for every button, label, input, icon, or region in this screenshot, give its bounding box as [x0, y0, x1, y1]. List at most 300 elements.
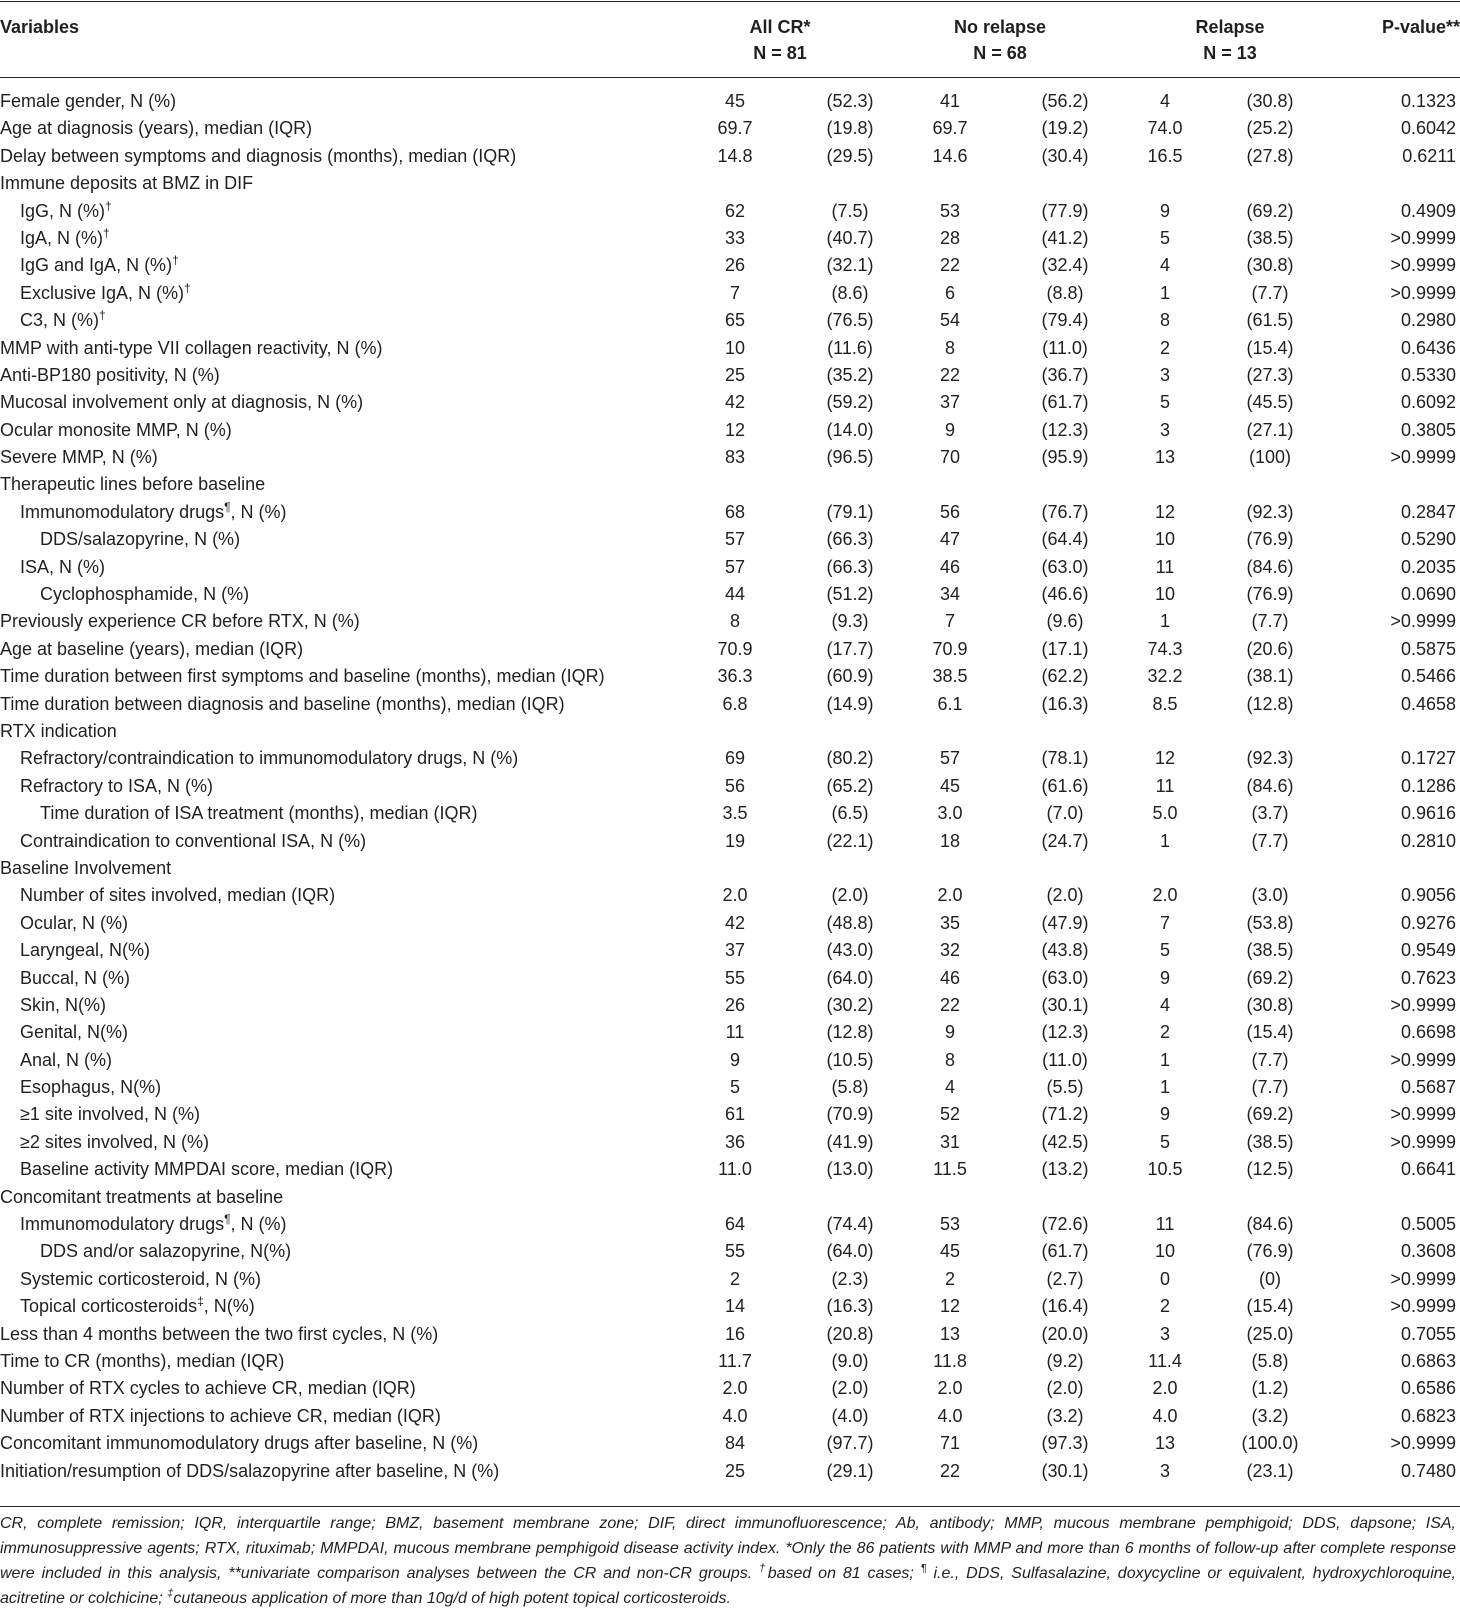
row-label-text: ≥2 sites involved, N (%) — [20, 1131, 209, 1152]
cell-all-cr-n: 37 — [724, 940, 746, 961]
table-row — [0, 882, 1460, 909]
header-variables — [0, 14, 79, 40]
cell-relapse-n: 9 — [1159, 200, 1170, 221]
row-label-text: Number of RTX injections to achieve CR, median (IQR) — [0, 1405, 441, 1426]
cell-no-relapse-n: 57 — [939, 748, 961, 769]
table-row — [0, 937, 1460, 964]
cell-all-cr-n: 8 — [729, 611, 740, 632]
cell-no-relapse-n: 2.0 — [937, 1378, 963, 1399]
cell-all-cr-n: 45 — [724, 91, 746, 111]
cell-relapse-pct: (7.7) — [1251, 611, 1289, 632]
cell-relapse-pct: (92.3) — [1246, 748, 1294, 769]
row-label-text: Ocular monosite MMP, N (%) — [0, 419, 232, 440]
row-label-text: Concomitant treatments at baseline — [0, 1186, 284, 1207]
cell-pvalue: >0.9999 — [1390, 282, 1456, 303]
cell-relapse-pct: (38.5) — [1246, 1131, 1294, 1152]
cell-no-relapse-n: 8 — [944, 337, 955, 358]
cell-all-cr-n: 10 — [724, 337, 746, 358]
cell-no-relapse-pct: (56.2) — [1041, 91, 1089, 111]
cell-all-cr-pct: (66.3) — [826, 529, 874, 550]
row-label-text: Previously experience CR before RTX, N (%) — [0, 611, 360, 632]
cell-all-cr-n: 16 — [724, 1323, 746, 1344]
table-row — [0, 1458, 1460, 1485]
cell-all-cr-n: 19 — [724, 830, 746, 851]
cell-all-cr-pct: (80.2) — [826, 748, 874, 769]
footnote-text-4: cutaneous application of more than 10g/d of high potent topical corticosteroids. — [173, 1590, 731, 1607]
cell-no-relapse-pct: (19.2) — [1041, 118, 1089, 139]
cell-no-relapse-n: 32 — [939, 940, 961, 961]
row-label-text: IgG, N (%) — [20, 200, 106, 221]
cell-all-cr-n: 2.0 — [722, 1378, 748, 1399]
cell-relapse-pct: (76.9) — [1246, 584, 1294, 605]
cell-no-relapse-pct: (78.1) — [1041, 748, 1089, 769]
table-row — [0, 1184, 1460, 1211]
cell-no-relapse-n: 9 — [944, 1022, 955, 1043]
table-row — [0, 389, 1460, 416]
cell-relapse-n: 12 — [1154, 501, 1176, 522]
row-label-text: IgG and IgA, N (%) — [20, 255, 173, 276]
cell-no-relapse-pct: (72.6) — [1041, 1214, 1089, 1235]
cell-no-relapse-pct: (24.7) — [1041, 830, 1089, 851]
row-label-text: Contraindication to conventional ISA, N (%) — [20, 830, 367, 851]
cell-all-cr-pct: (51.2) — [826, 584, 874, 605]
cell-relapse-n: 1 — [1159, 830, 1170, 851]
footnote-dagger-mark: † — [759, 1562, 768, 1575]
header-all-cr-title: All CR* — [749, 17, 811, 37]
row-label-text: Immunomodulatory drugs — [20, 1214, 225, 1235]
table-row — [0, 608, 1460, 635]
cell-relapse-n: 10 — [1154, 1241, 1176, 1262]
table-row — [0, 1156, 1460, 1183]
cell-relapse-n: 11.4 — [1148, 1350, 1182, 1371]
cell-relapse-n: 2 — [1159, 337, 1170, 358]
cell-no-relapse-n: 22 — [939, 1460, 961, 1481]
cell-no-relapse-n: 12 — [939, 1296, 961, 1317]
cell-no-relapse-pct: (30.1) — [1041, 1460, 1089, 1481]
cell-no-relapse-pct: (9.6) — [1046, 611, 1084, 632]
table-row — [0, 1403, 1460, 1430]
cell-all-cr-n: 44 — [724, 584, 746, 605]
row-label — [0, 143, 516, 170]
cell-relapse-pct: (69.2) — [1246, 967, 1294, 988]
cell-pvalue: 0.5005 — [1400, 1214, 1456, 1235]
row-label — [0, 499, 287, 526]
row-label — [0, 800, 478, 827]
cell-no-relapse-n: 6 — [944, 282, 955, 303]
cell-relapse-pct: (25.0) — [1246, 1323, 1294, 1344]
cell-no-relapse-n: 37 — [939, 392, 961, 413]
cell-all-cr-pct: (59.2) — [826, 392, 874, 413]
cell-relapse-pct: (15.4) — [1246, 1022, 1294, 1043]
row-label — [0, 554, 105, 581]
cell-relapse-pct: (84.6) — [1246, 775, 1294, 796]
table-row — [0, 1129, 1460, 1156]
cell-relapse-pct: (15.4) — [1246, 1296, 1294, 1317]
table-body — [0, 88, 1460, 1485]
cell-relapse-n: 74.3 — [1147, 638, 1183, 659]
row-label — [0, 1156, 393, 1183]
row-label — [0, 280, 191, 307]
cell-no-relapse-pct: (2.0) — [1046, 885, 1084, 906]
cell-all-cr-n: 9 — [729, 1049, 740, 1070]
cell-relapse-pct: (27.1) — [1246, 419, 1294, 440]
cell-all-cr-pct: (14.0) — [826, 419, 874, 440]
row-label-text: Cyclophosphamide, N (%) — [40, 584, 250, 605]
row-label-text: IgA, N (%) — [20, 227, 104, 248]
table-row — [0, 1293, 1460, 1320]
table-row — [0, 636, 1460, 663]
table-row — [0, 1348, 1460, 1375]
row-label-text: Time duration between diagnosis and baseline (months), median (IQR) — [0, 693, 565, 714]
table-row — [0, 992, 1460, 1019]
row-label — [0, 1430, 478, 1457]
cell-no-relapse-pct: (42.5) — [1041, 1131, 1089, 1152]
cell-no-relapse-n: 2 — [944, 1268, 955, 1289]
cell-pvalue: 0.5687 — [1400, 1077, 1456, 1098]
cell-relapse-n: 9 — [1159, 1104, 1170, 1125]
cell-pvalue: 0.2035 — [1400, 556, 1456, 577]
table-row — [0, 1047, 1460, 1074]
table-row — [0, 1375, 1460, 1402]
row-label — [0, 252, 179, 279]
cell-relapse-pct: (100) — [1248, 447, 1292, 468]
row-label-footnote-mark: † — [184, 280, 191, 295]
cell-pvalue: 0.6863 — [1400, 1350, 1456, 1371]
cell-all-cr-n: 42 — [724, 912, 746, 933]
row-label-text: MMP with anti-type VII collagen reactivity, N (%) — [0, 337, 383, 358]
cell-no-relapse-n: 45 — [939, 1241, 961, 1262]
header-relapse-count: N = 13 — [1203, 43, 1257, 63]
cell-no-relapse-pct: (63.0) — [1041, 556, 1089, 577]
table-row — [0, 1430, 1460, 1457]
cell-no-relapse-pct: (12.3) — [1041, 1022, 1089, 1043]
cell-no-relapse-n: 70 — [939, 447, 961, 468]
cell-relapse-pct: (76.9) — [1246, 529, 1294, 550]
cell-all-cr-n: 55 — [724, 967, 746, 988]
row-label-text: Topical corticosteroids — [20, 1296, 198, 1317]
table-row — [0, 198, 1460, 225]
cell-relapse-pct: (30.8) — [1246, 994, 1294, 1015]
row-label — [0, 910, 128, 937]
cell-all-cr-pct: (74.4) — [826, 1214, 874, 1235]
cell-relapse-pct: (1.2) — [1251, 1378, 1289, 1399]
table-row — [0, 581, 1460, 608]
table-row — [0, 718, 1460, 745]
cell-all-cr-pct: (70.9) — [826, 1104, 874, 1125]
cell-all-cr-pct: (96.5) — [826, 447, 874, 468]
cell-all-cr-pct: (13.0) — [826, 1159, 874, 1180]
row-label-footnote-mark: † — [172, 253, 179, 268]
cell-no-relapse-pct: (62.2) — [1041, 666, 1089, 687]
cell-relapse-pct: (100.0) — [1241, 1433, 1299, 1454]
cell-relapse-n: 16.5 — [1147, 145, 1183, 166]
cell-all-cr-pct: (79.1) — [826, 501, 874, 522]
cell-pvalue: 0.0690 — [1400, 584, 1456, 605]
cell-all-cr-pct: (20.8) — [826, 1323, 874, 1344]
row-label-text: Time duration of ISA treatment (months), median (IQR) — [40, 803, 478, 824]
cell-pvalue: >0.9999 — [1390, 611, 1456, 632]
cell-all-cr-n: 61 — [724, 1104, 746, 1125]
table-row — [0, 1074, 1460, 1101]
cell-relapse-n: 32.2 — [1147, 666, 1183, 687]
cell-relapse-n: 13 — [1154, 447, 1176, 468]
row-label — [0, 745, 518, 772]
row-label-text: Laryngeal, N(%) — [20, 940, 151, 961]
cell-pvalue: >0.9999 — [1390, 1268, 1456, 1289]
cell-pvalue: 0.7623 — [1400, 967, 1456, 988]
cell-no-relapse-n: 70.9 — [932, 638, 968, 659]
cell-no-relapse-pct: (2.7) — [1046, 1268, 1084, 1289]
table-row — [0, 225, 1460, 252]
table-row — [0, 471, 1460, 498]
row-label-suffix: , N (%) — [230, 501, 287, 522]
cell-all-cr-n: 36.3 — [717, 666, 753, 687]
cell-all-cr-n: 57 — [724, 556, 746, 577]
row-label-text: Severe MMP, N (%) — [0, 447, 158, 468]
cell-relapse-pct: (27.8) — [1246, 145, 1294, 166]
cell-no-relapse-n: 2.0 — [937, 885, 963, 906]
cell-relapse-n: 10 — [1154, 529, 1176, 550]
row-label — [0, 362, 220, 389]
cell-relapse-pct: (30.8) — [1246, 91, 1294, 111]
cell-relapse-pct: (7.7) — [1251, 1077, 1289, 1098]
footnote-pilcrow-mark: ¶ — [920, 1562, 927, 1575]
cell-no-relapse-n: 28 — [939, 227, 961, 248]
cell-pvalue: >0.9999 — [1390, 1104, 1456, 1125]
cell-no-relapse-pct: (64.4) — [1041, 529, 1089, 550]
cell-pvalue: >0.9999 — [1390, 255, 1456, 276]
cell-relapse-n: 8.5 — [1152, 693, 1178, 714]
cell-no-relapse-pct: (95.9) — [1041, 447, 1089, 468]
cell-relapse-n: 5.0 — [1152, 803, 1178, 824]
cell-relapse-n: 2 — [1159, 1296, 1170, 1317]
cell-all-cr-pct: (32.1) — [826, 255, 874, 276]
row-label — [0, 1129, 209, 1156]
row-label — [0, 965, 130, 992]
cell-relapse-n: 11 — [1155, 775, 1175, 796]
cell-no-relapse-n: 3.0 — [937, 803, 963, 824]
cell-no-relapse-pct: (71.2) — [1041, 1104, 1089, 1125]
row-label-text: Initiation/resumption of DDS/salazopyrine after baseline, N (%) — [0, 1460, 500, 1481]
cell-relapse-n: 1 — [1159, 1077, 1170, 1098]
table-row — [0, 554, 1460, 581]
cell-relapse-pct: (38.5) — [1246, 940, 1294, 961]
table-row — [0, 745, 1460, 772]
cell-relapse-n: 3 — [1159, 364, 1170, 385]
cell-no-relapse-pct: (30.4) — [1041, 145, 1089, 166]
cell-relapse-pct: (69.2) — [1246, 1104, 1294, 1125]
cell-relapse-n: 10.5 — [1147, 1159, 1183, 1180]
cell-no-relapse-pct: (97.3) — [1041, 1433, 1089, 1454]
row-label — [0, 1348, 284, 1375]
cell-all-cr-pct: (64.0) — [826, 1241, 874, 1262]
row-label-footnote-mark: † — [99, 308, 106, 323]
row-label — [0, 882, 335, 909]
cell-no-relapse-pct: (61.7) — [1041, 392, 1089, 413]
header-rule — [0, 77, 1460, 78]
cell-no-relapse-n: 7 — [944, 611, 955, 632]
footnote-double-dagger-mark: ‡ — [167, 1587, 174, 1600]
cell-no-relapse-pct: (16.4) — [1041, 1296, 1089, 1317]
row-label — [0, 718, 117, 745]
cell-relapse-pct: (84.6) — [1246, 1214, 1294, 1235]
cell-no-relapse-n: 34 — [939, 584, 961, 605]
cell-relapse-pct: (3.0) — [1251, 885, 1289, 906]
cell-pvalue: 0.5330 — [1400, 364, 1456, 385]
cell-no-relapse-pct: (2.0) — [1046, 1378, 1084, 1399]
row-label-text: ≥1 site involved, N (%) — [20, 1104, 200, 1125]
cell-pvalue: 0.6042 — [1400, 118, 1456, 139]
cell-all-cr-pct: (16.3) — [826, 1296, 874, 1317]
row-label-text: Refractory to ISA, N (%) — [20, 775, 214, 796]
cell-all-cr-n: 5 — [729, 1077, 740, 1098]
cell-relapse-pct: (84.6) — [1246, 556, 1294, 577]
cell-no-relapse-n: 38.5 — [932, 666, 968, 687]
row-label — [0, 307, 106, 334]
cell-relapse-pct: (23.1) — [1246, 1460, 1294, 1481]
table-row — [0, 307, 1460, 334]
table-row — [0, 362, 1460, 389]
row-label-footnote-mark: ¶ — [224, 1212, 231, 1227]
header-all-cr-count: N = 81 — [753, 43, 807, 63]
cell-no-relapse-n: 8 — [944, 1049, 955, 1070]
row-label-text: RTX indication — [0, 720, 117, 741]
row-label-text: Less than 4 months between the two first cycles, N (%) — [0, 1323, 439, 1344]
cell-no-relapse-pct: (46.6) — [1041, 584, 1089, 605]
row-label-footnote-mark: ¶ — [224, 499, 231, 514]
table-row — [0, 280, 1460, 307]
row-label-text: DDS/salazopyrine, N (%) — [40, 529, 241, 550]
cell-all-cr-n: 84 — [724, 1433, 746, 1454]
cell-all-cr-n: 26 — [724, 255, 746, 276]
cell-all-cr-n: 11 — [725, 1022, 745, 1043]
cell-all-cr-pct: (9.0) — [831, 1350, 869, 1371]
row-label — [0, 855, 171, 882]
cell-no-relapse-n: 13 — [939, 1323, 961, 1344]
row-label — [0, 444, 158, 471]
cell-pvalue: >0.9999 — [1390, 1296, 1456, 1317]
cell-all-cr-pct: (5.8) — [831, 1077, 869, 1098]
table-row — [0, 910, 1460, 937]
cell-no-relapse-n: 11.8 — [933, 1350, 967, 1371]
cell-all-cr-n: 3.5 — [722, 803, 748, 824]
cell-pvalue: 0.1286 — [1400, 775, 1456, 796]
row-label — [0, 581, 249, 608]
table-row — [0, 773, 1460, 800]
cell-no-relapse-pct: (36.7) — [1041, 364, 1089, 385]
cell-no-relapse-pct: (8.8) — [1046, 282, 1084, 303]
cell-no-relapse-n: 22 — [939, 255, 961, 276]
cell-all-cr-n: 26 — [724, 994, 746, 1015]
cell-no-relapse-n: 4.0 — [937, 1405, 963, 1426]
cell-all-cr-pct: (19.8) — [826, 118, 874, 139]
cell-no-relapse-n: 9 — [944, 419, 955, 440]
cell-all-cr-n: 56 — [724, 775, 746, 796]
cell-all-cr-pct: (8.6) — [831, 282, 869, 303]
table-row — [0, 499, 1460, 526]
footnote-text-3: i.e., DDS, Sulfasalazine, doxycycline or equivalent, hydroxychloroquine, acitretine or colchicine; — [0, 1565, 1457, 1607]
row-label — [0, 1047, 112, 1074]
row-label-footnote-mark: † — [103, 225, 110, 240]
cell-relapse-n: 4 — [1159, 255, 1170, 276]
row-label-footnote-mark: † — [105, 198, 112, 213]
cell-all-cr-pct: (12.8) — [826, 1022, 874, 1043]
cell-relapse-pct: (53.8) — [1246, 912, 1294, 933]
cell-all-cr-n: 64 — [724, 1214, 746, 1235]
header-relapse — [1170, 14, 1290, 66]
cell-no-relapse-n: 47 — [939, 529, 961, 550]
cell-no-relapse-n: 4 — [944, 1077, 955, 1098]
row-label-suffix: , N (%) — [230, 1214, 287, 1235]
cell-pvalue: 0.7055 — [1400, 1323, 1456, 1344]
cell-relapse-pct: (3.7) — [1251, 803, 1289, 824]
cell-all-cr-pct: (10.5) — [826, 1049, 874, 1070]
cell-pvalue: 0.2810 — [1400, 830, 1456, 851]
cell-all-cr-pct: (76.5) — [826, 310, 874, 331]
row-label-text: Number of sites involved, median (IQR) — [20, 885, 336, 906]
cell-relapse-pct: (3.2) — [1251, 1405, 1289, 1426]
cell-relapse-pct: (92.3) — [1246, 501, 1294, 522]
cell-all-cr-pct: (60.9) — [826, 666, 874, 687]
row-label — [0, 389, 363, 416]
cell-all-cr-pct: (30.2) — [826, 994, 874, 1015]
cell-relapse-n: 4.0 — [1152, 1405, 1178, 1426]
cell-all-cr-n: 6.8 — [722, 693, 748, 714]
row-label-text: Esophagus, N(%) — [20, 1077, 162, 1098]
header-pvalue — [1360, 14, 1460, 40]
row-label-text: Time duration between first symptoms and baseline (months), median (IQR) — [0, 666, 605, 687]
cell-all-cr-pct: (52.3) — [826, 91, 874, 111]
row-label-text: Skin, N(%) — [20, 994, 107, 1015]
cell-relapse-pct: (12.5) — [1246, 1159, 1294, 1180]
cell-all-cr-n: 69.7 — [717, 118, 753, 139]
cell-relapse-n: 74.0 — [1147, 118, 1183, 139]
table-row — [0, 252, 1460, 279]
table-row — [0, 965, 1460, 992]
cell-all-cr-n: 25 — [724, 1460, 746, 1481]
cell-pvalue: 0.4658 — [1400, 693, 1456, 714]
cell-pvalue: 0.2980 — [1400, 310, 1456, 331]
row-label — [0, 1458, 499, 1485]
table-top-rule — [0, 1, 1460, 2]
cell-no-relapse-pct: (7.0) — [1046, 803, 1084, 824]
cell-relapse-pct: (7.7) — [1251, 830, 1289, 851]
cell-no-relapse-pct: (43.8) — [1041, 940, 1089, 961]
cell-all-cr-n: 11.7 — [718, 1350, 752, 1371]
cell-relapse-pct: (5.8) — [1251, 1350, 1289, 1371]
header-pvalue-label: P-value** — [1381, 17, 1460, 37]
row-label-text: Number of RTX cycles to achieve CR, median (IQR) — [0, 1378, 416, 1399]
cell-no-relapse-pct: (20.0) — [1041, 1323, 1089, 1344]
row-label-text: Refractory/contraindication to immunomodulatory drugs, N (%) — [20, 748, 519, 769]
row-label-text: Systemic corticosteroid, N (%) — [20, 1268, 262, 1289]
cell-relapse-n: 1 — [1159, 611, 1170, 632]
cell-relapse-pct: (20.6) — [1246, 638, 1294, 659]
header-no-relapse-title: No relapse — [953, 17, 1047, 37]
cell-pvalue: 0.9616 — [1400, 803, 1456, 824]
cell-all-cr-pct: (9.3) — [831, 611, 869, 632]
cell-pvalue: >0.9999 — [1390, 1049, 1456, 1070]
cell-relapse-pct: (38.5) — [1246, 227, 1294, 248]
cell-all-cr-pct: (2.3) — [831, 1268, 869, 1289]
cell-pvalue: 0.6641 — [1400, 1159, 1456, 1180]
row-label — [0, 115, 312, 142]
cell-pvalue: 0.7480 — [1400, 1460, 1456, 1481]
cell-pvalue: 0.6698 — [1400, 1022, 1456, 1043]
row-label-suffix: , N(%) — [203, 1296, 255, 1317]
row-label — [0, 225, 110, 252]
cell-all-cr-pct: (35.2) — [826, 364, 874, 385]
